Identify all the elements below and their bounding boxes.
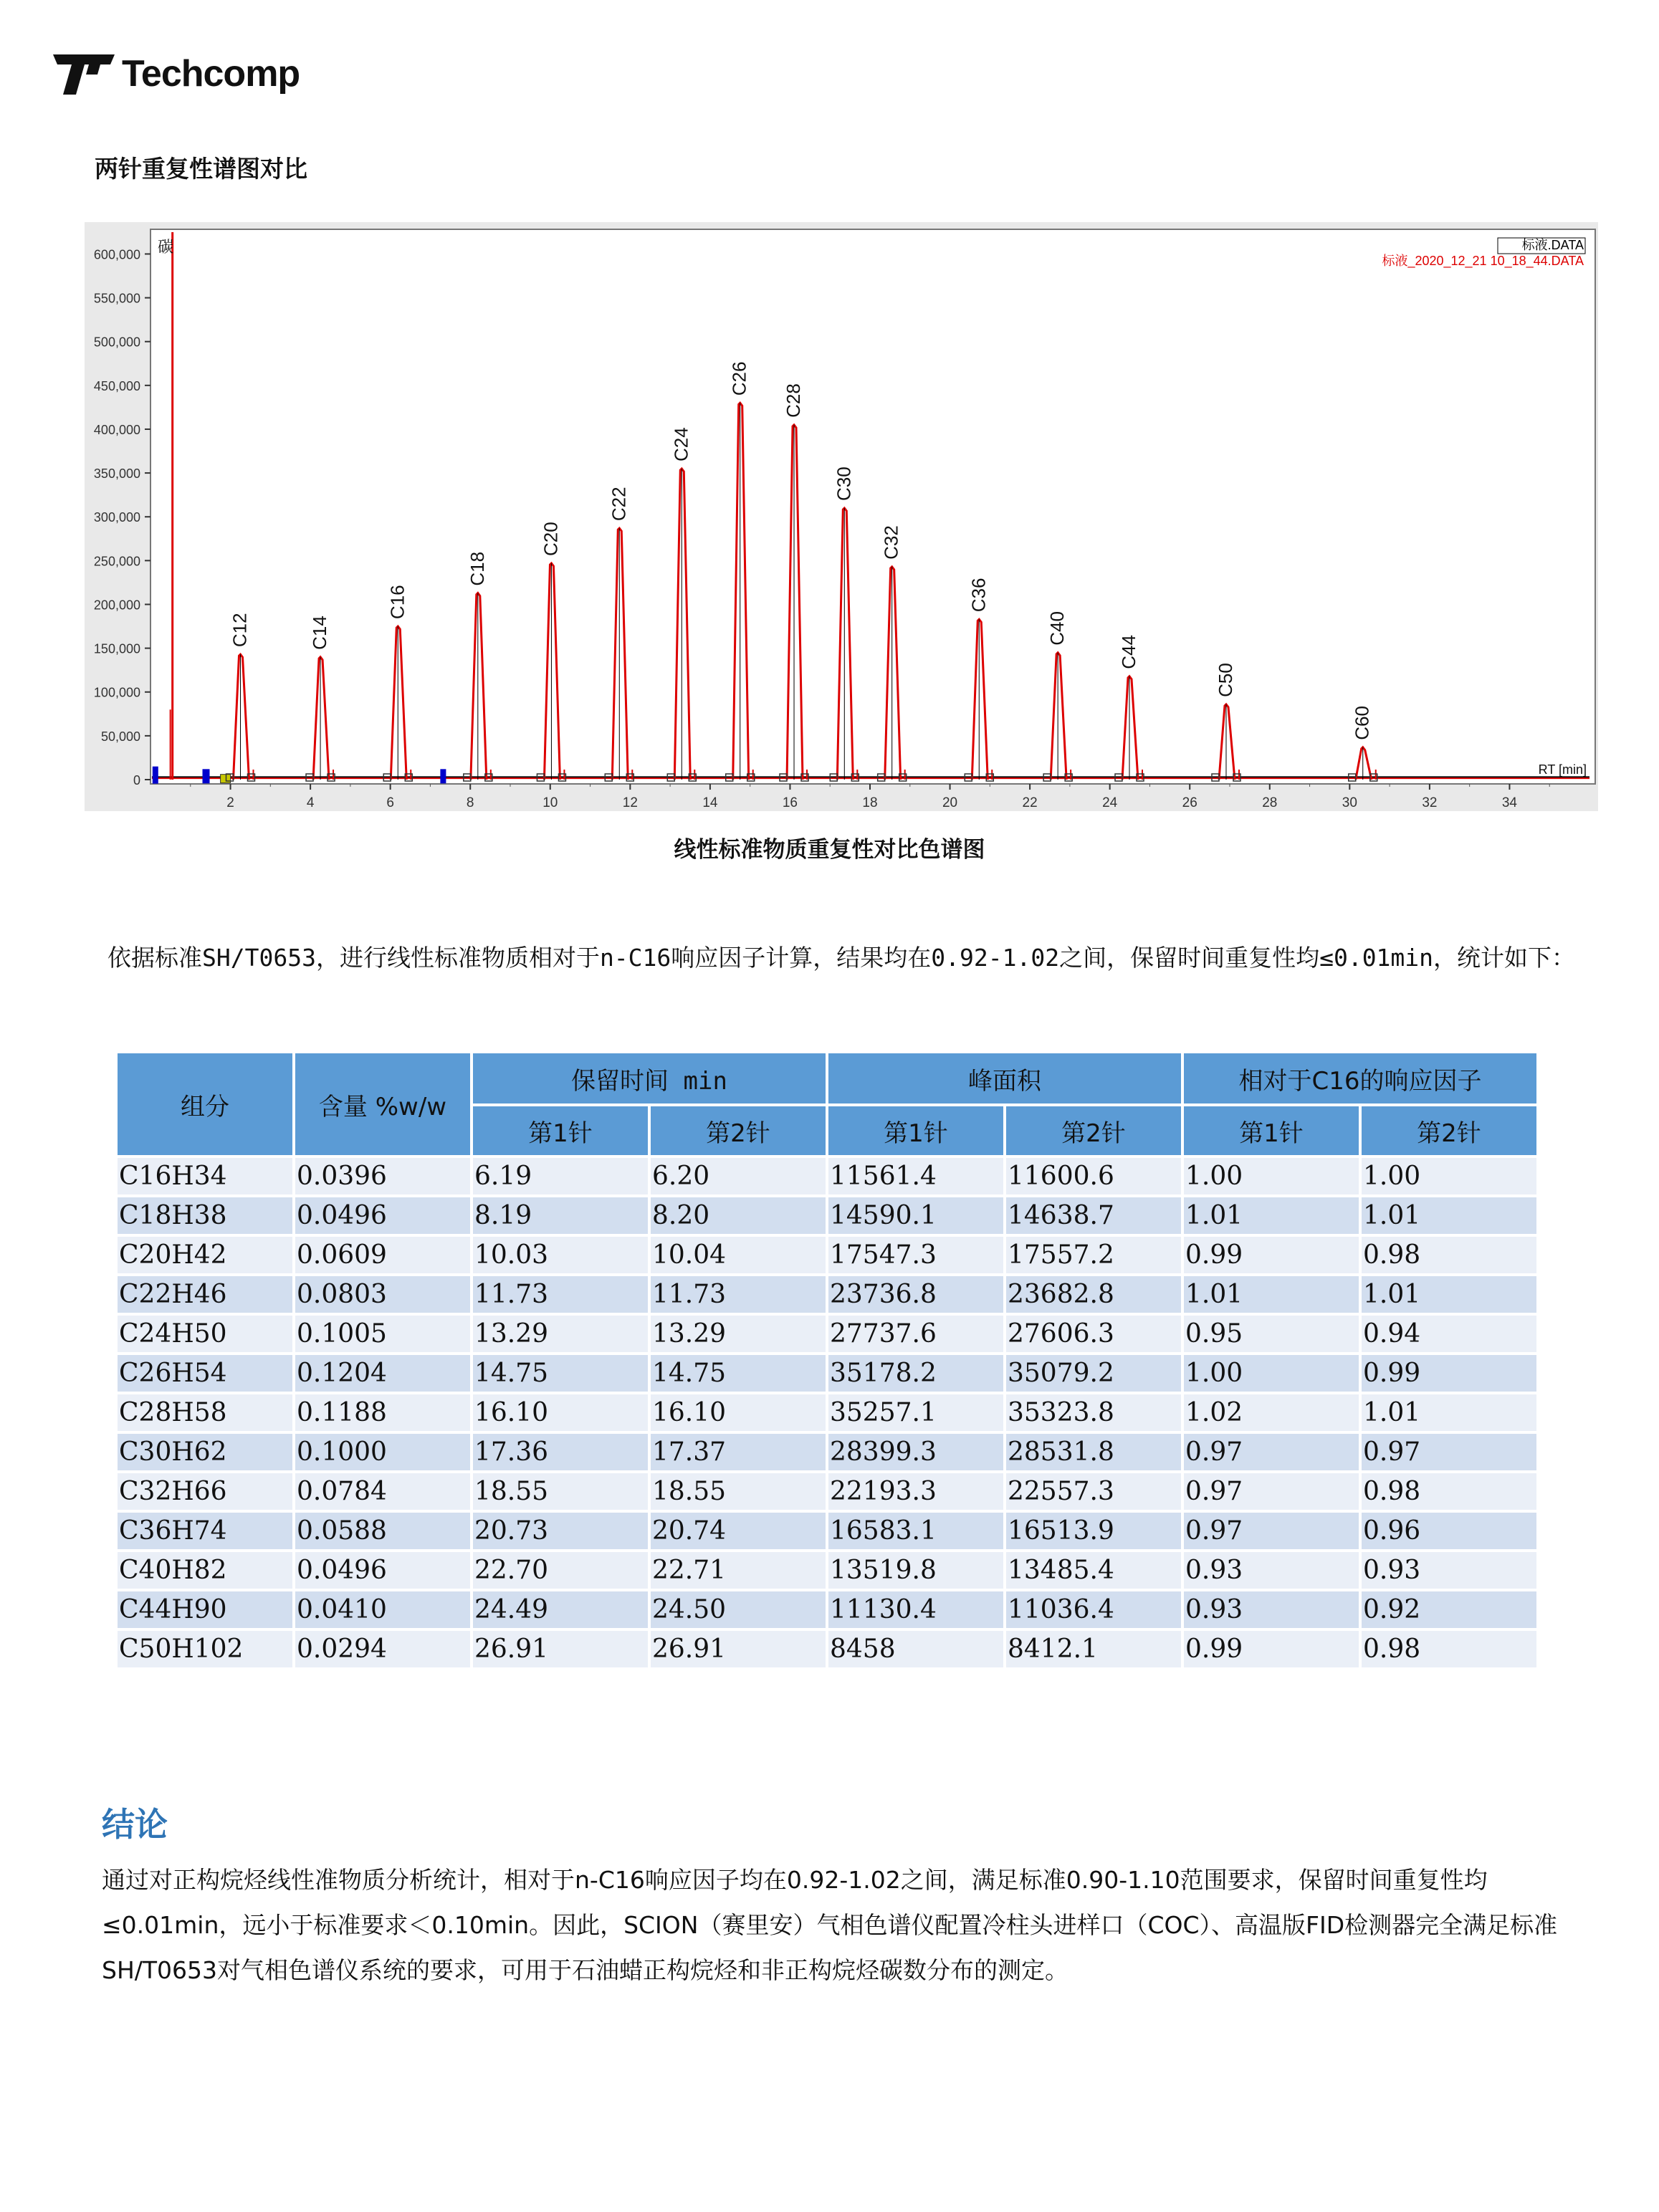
cell-component: C32H66: [118, 1473, 292, 1510]
cell-content: 0.1204: [295, 1355, 470, 1392]
cell-rt-injection-2: 6.20: [651, 1158, 826, 1194]
peak-label-C30: C30: [833, 466, 855, 501]
peak-label-C60: C60: [1351, 706, 1373, 740]
cell-rf-injection-1: 0.99: [1184, 1631, 1359, 1667]
cell-content: 0.1005: [295, 1316, 470, 1352]
cell-area-injection-1: 16583.1: [828, 1513, 1003, 1549]
table-row: [118, 1473, 1536, 1510]
header-rt-injection-2: 第2针: [651, 1106, 826, 1155]
header-peak-area: 峰面积: [828, 1053, 1181, 1103]
table-row: [118, 1276, 1536, 1313]
table-row: [118, 1434, 1536, 1470]
brand-name: Techcomp: [122, 53, 300, 95]
header-area-injection-2: 第2针: [1006, 1106, 1181, 1155]
y-tick-label: 550,000: [93, 291, 140, 306]
x-tick-label: 20: [942, 795, 958, 810]
cell-component: C20H42: [118, 1237, 292, 1273]
cell-rt-injection-1: 11.73: [473, 1276, 648, 1313]
cell-rf-injection-1: 0.95: [1184, 1316, 1359, 1352]
peak-label-C24: C24: [670, 427, 692, 461]
cell-area-injection-1: 35257.1: [828, 1394, 1003, 1431]
cell-area-injection-1: 11561.4: [828, 1158, 1003, 1194]
cell-area-injection-1: 28399.3: [828, 1434, 1003, 1470]
cell-area-injection-2: 14638.7: [1006, 1197, 1181, 1234]
cell-area-injection-2: 8412.1: [1006, 1631, 1181, 1667]
chromatogram-svg: [85, 222, 1598, 811]
cell-content: 0.0496: [295, 1197, 470, 1234]
cell-area-injection-2: 13485.4: [1006, 1552, 1181, 1589]
cell-component: C18H38: [118, 1197, 292, 1234]
cell-area-injection-2: 16513.9: [1006, 1513, 1181, 1549]
cell-component: C40H82: [118, 1552, 292, 1589]
cell-rt-injection-2: 11.73: [651, 1276, 826, 1313]
cell-rt-injection-2: 17.37: [651, 1434, 826, 1470]
y-tick-label: 350,000: [93, 466, 140, 482]
y-tick-label: 50,000: [100, 729, 140, 744]
y-tick-label: 400,000: [93, 422, 140, 437]
top-left-label: 碳: [158, 239, 174, 257]
y-tick-label: 450,000: [93, 378, 140, 393]
peak-label-C26: C26: [728, 361, 750, 396]
marker-yellow: [221, 775, 231, 783]
cell-area-injection-1: 14590.1: [828, 1197, 1003, 1234]
cell-area-injection-1: 8458: [828, 1631, 1003, 1667]
marker-start: [153, 767, 158, 784]
y-tick-label: 500,000: [93, 335, 140, 350]
cell-rt-injection-1: 6.19: [473, 1158, 648, 1194]
cell-rf-injection-1: 0.97: [1184, 1434, 1359, 1470]
header-rf-injection-1: 第1针: [1184, 1106, 1359, 1155]
cell-rf-injection-2: 1.01: [1362, 1394, 1536, 1431]
cell-area-injection-1: 23736.8: [828, 1276, 1003, 1313]
cell-content: 0.1188: [295, 1394, 470, 1431]
cell-area-injection-1: 17547.3: [828, 1237, 1003, 1273]
peak-label-C40: C40: [1046, 611, 1068, 646]
y-tick-label: 600,000: [93, 247, 140, 262]
cell-area-injection-2: 27606.3: [1006, 1316, 1181, 1352]
peak-label-C12: C12: [229, 613, 251, 648]
cell-rf-injection-2: 0.98: [1362, 1237, 1536, 1273]
cell-rf-injection-2: 0.99: [1362, 1355, 1536, 1392]
header-area-injection-1: 第1针: [828, 1106, 1003, 1155]
x-tick-label: 4: [306, 795, 315, 810]
header-retention-time: 保留时间 min: [473, 1053, 826, 1103]
table-row: [118, 1552, 1536, 1589]
cell-rf-injection-2: 0.93: [1362, 1552, 1536, 1589]
cell-component: C26H54: [118, 1355, 292, 1392]
cell-component: C30H62: [118, 1434, 292, 1470]
cell-rt-injection-2: 10.04: [651, 1237, 826, 1273]
cell-component: C50H102: [118, 1631, 292, 1667]
peak-label-C50: C50: [1214, 663, 1236, 697]
cell-rt-injection-1: 16.10: [473, 1394, 648, 1431]
peak-label-C20: C20: [540, 522, 562, 557]
x-tick-label: 26: [1182, 795, 1197, 810]
peak-label-C16: C16: [386, 585, 408, 620]
cell-rt-injection-2: 22.71: [651, 1552, 826, 1589]
x-tick-label: 10: [542, 795, 558, 810]
chart-caption: 线性标准物质重复性对比色谱图: [674, 837, 985, 863]
cell-content: 0.0294: [295, 1631, 470, 1667]
header-response-factor: 相对于C16的响应因子: [1184, 1053, 1536, 1103]
cell-rt-injection-1: 26.91: [473, 1631, 648, 1667]
y-tick-label: 0: [133, 773, 140, 787]
x-tick-label: 32: [1422, 795, 1438, 810]
chromatogram-chart: [85, 222, 1598, 811]
cell-area-injection-2: 28531.8: [1006, 1434, 1181, 1470]
x-tick-label: 30: [1342, 795, 1357, 810]
cell-rt-injection-2: 13.29: [651, 1316, 826, 1352]
cell-area-injection-1: 35178.2: [828, 1355, 1003, 1392]
x-tick-label: 8: [466, 795, 474, 810]
cell-content: 0.0609: [295, 1237, 470, 1273]
x-tick-label: 34: [1501, 795, 1518, 810]
cell-content: 0.0396: [295, 1158, 470, 1194]
cell-rt-injection-2: 18.55: [651, 1473, 826, 1510]
x-axis-label: RT [min]: [1538, 762, 1587, 777]
cell-rt-injection-1: 14.75: [473, 1355, 648, 1392]
legend-entry-black: 标液.DATA: [1521, 238, 1584, 252]
cell-area-injection-2: 23682.8: [1006, 1276, 1181, 1313]
cell-rt-injection-2: 26.91: [651, 1631, 826, 1667]
cell-area-injection-2: 11036.4: [1006, 1591, 1181, 1628]
header-rf-injection-2: 第2针: [1362, 1106, 1536, 1155]
peak-label-C18: C18: [466, 551, 488, 586]
conclusion-title: 结论: [102, 1805, 168, 1844]
cell-area-injection-1: 22193.3: [828, 1473, 1003, 1510]
cell-rf-injection-2: 0.94: [1362, 1316, 1536, 1352]
cell-rf-injection-1: 0.97: [1184, 1473, 1359, 1510]
cell-rt-injection-1: 20.73: [473, 1513, 648, 1549]
table-row: [118, 1355, 1536, 1392]
x-tick-label: 6: [386, 795, 394, 810]
techcomp-logo: [50, 49, 300, 99]
cell-rf-injection-1: 0.93: [1184, 1552, 1359, 1589]
cell-component: C16H34: [118, 1158, 292, 1194]
table-row: [118, 1237, 1536, 1273]
cell-rf-injection-1: 1.01: [1184, 1197, 1359, 1234]
cell-rt-injection-2: 20.74: [651, 1513, 826, 1549]
x-tick-label: 22: [1022, 795, 1038, 810]
peak-label-C36: C36: [967, 578, 990, 613]
cell-area-injection-2: 17557.2: [1006, 1237, 1181, 1273]
x-tick-label: 16: [782, 795, 798, 810]
cell-content: 0.0803: [295, 1276, 470, 1313]
table-row: [118, 1591, 1536, 1628]
header-rt-injection-1: 第1针: [473, 1106, 648, 1155]
cell-rf-injection-1: 0.99: [1184, 1237, 1359, 1273]
x-tick-label: 18: [862, 795, 878, 810]
peak-label-C28: C28: [783, 383, 805, 418]
cell-rf-injection-1: 1.00: [1184, 1158, 1359, 1194]
cell-rt-injection-1: 24.49: [473, 1591, 648, 1628]
cell-rt-injection-1: 8.19: [473, 1197, 648, 1234]
cell-content: 0.0784: [295, 1473, 470, 1510]
cell-rf-injection-2: 0.92: [1362, 1591, 1536, 1628]
cell-rf-injection-2: 0.96: [1362, 1513, 1536, 1549]
cell-rt-injection-2: 24.50: [651, 1591, 826, 1628]
cell-rf-injection-2: 0.98: [1362, 1473, 1536, 1510]
table-row: [118, 1316, 1536, 1352]
cell-content: 0.0588: [295, 1513, 470, 1549]
cell-rf-injection-2: 1.01: [1362, 1276, 1536, 1313]
x-tick-label: 24: [1102, 795, 1118, 810]
table-row: [118, 1513, 1536, 1549]
cell-rt-injection-1: 18.55: [473, 1473, 648, 1510]
cell-component: C28H58: [118, 1394, 292, 1431]
peak-label-C14: C14: [309, 616, 331, 650]
peak-label-C44: C44: [1117, 635, 1139, 669]
plot-area: [150, 229, 1595, 784]
header-component: 组分: [118, 1053, 292, 1155]
cell-rf-injection-1: 1.00: [1184, 1355, 1359, 1392]
cell-component: C22H46: [118, 1276, 292, 1313]
cell-rt-injection-1: 13.29: [473, 1316, 648, 1352]
cell-component: C24H50: [118, 1316, 292, 1352]
y-tick-label: 150,000: [93, 641, 140, 656]
cell-rf-injection-2: 1.00: [1362, 1158, 1536, 1194]
cell-area-injection-2: 35079.2: [1006, 1355, 1181, 1392]
y-tick-label: 100,000: [93, 685, 140, 700]
peak-label-C22: C22: [608, 487, 630, 522]
cell-area-injection-2: 35323.8: [1006, 1394, 1181, 1431]
cell-component: C36H74: [118, 1513, 292, 1549]
cell-component: C44H90: [118, 1591, 292, 1628]
cell-rf-injection-1: 0.97: [1184, 1513, 1359, 1549]
conclusion-text: 通过对正构烷烃线性准物质分析统计，相对于n-C16响应因子均在0.92-1.02之间，满足标准0.90-1.10范围要求，保留时间重复性均≤0.01min，远小于标准要求＜0.10min。因此，SCION（赛里安）气相色谱仪配置冷柱头进样口（COC）、高温版FID检测器完全满足标准SH/T0653对气相色谱仪系统的要求，可用于石油蜡正构烷烃和非正构烷烃碳数分布的测定。: [102, 1866, 1558, 1984]
x-tick-label: 14: [702, 795, 718, 810]
cell-content: 0.0410: [295, 1591, 470, 1628]
cell-content: 0.0496: [295, 1552, 470, 1589]
cell-content: 0.1000: [295, 1434, 470, 1470]
y-tick-label: 250,000: [93, 554, 140, 569]
table-row: [118, 1197, 1536, 1234]
cell-rt-injection-2: 16.10: [651, 1394, 826, 1431]
cell-area-injection-2: 11600.6: [1006, 1158, 1181, 1194]
table-row: [118, 1394, 1536, 1431]
cell-rf-injection-2: 1.01: [1362, 1197, 1536, 1234]
techcomp-logo-icon: [50, 50, 119, 97]
legend-entry-red: 标液_2020_12_21 10_18_44.DATA: [1382, 254, 1584, 268]
marker-blue: [440, 769, 446, 783]
cell-rt-injection-1: 22.70: [473, 1552, 648, 1589]
cell-rf-injection-2: 0.98: [1362, 1631, 1536, 1667]
cell-rf-injection-1: 1.01: [1184, 1276, 1359, 1313]
cell-area-injection-1: 13519.8: [828, 1552, 1003, 1589]
section-heading: 两针重复性谱图对比: [95, 155, 307, 183]
x-tick-label: 2: [226, 795, 234, 810]
cell-rf-injection-1: 0.93: [1184, 1591, 1359, 1628]
cell-rt-injection-1: 17.36: [473, 1434, 648, 1470]
cell-rf-injection-1: 1.02: [1184, 1394, 1359, 1431]
body-paragraph: 依据标准SH/T0653，进行线性标准物质相对于n-C16响应因子计算，结果均在0.92-1.02之间，保留时间重复性均≤0.01min，统计如下：: [107, 944, 1576, 972]
table-row: [118, 1158, 1536, 1194]
y-tick-label: 200,000: [93, 598, 140, 613]
peak-label-C32: C32: [880, 525, 902, 560]
table-row: [118, 1631, 1536, 1667]
response-factor-table: [115, 1050, 1539, 1670]
cell-rt-injection-2: 8.20: [651, 1197, 826, 1234]
cell-rf-injection-2: 0.97: [1362, 1434, 1536, 1470]
header-content: 含量 %w/w: [295, 1053, 470, 1155]
x-tick-label: 28: [1262, 795, 1278, 810]
cell-rt-injection-1: 10.03: [473, 1237, 648, 1273]
cell-area-injection-1: 27737.6: [828, 1316, 1003, 1352]
y-tick-label: 300,000: [93, 510, 140, 525]
cell-area-injection-1: 11130.4: [828, 1591, 1003, 1628]
x-tick-label: 12: [622, 795, 638, 810]
marker-blue: [203, 769, 210, 783]
cell-area-injection-2: 22557.3: [1006, 1473, 1181, 1510]
cell-rt-injection-2: 14.75: [651, 1355, 826, 1392]
